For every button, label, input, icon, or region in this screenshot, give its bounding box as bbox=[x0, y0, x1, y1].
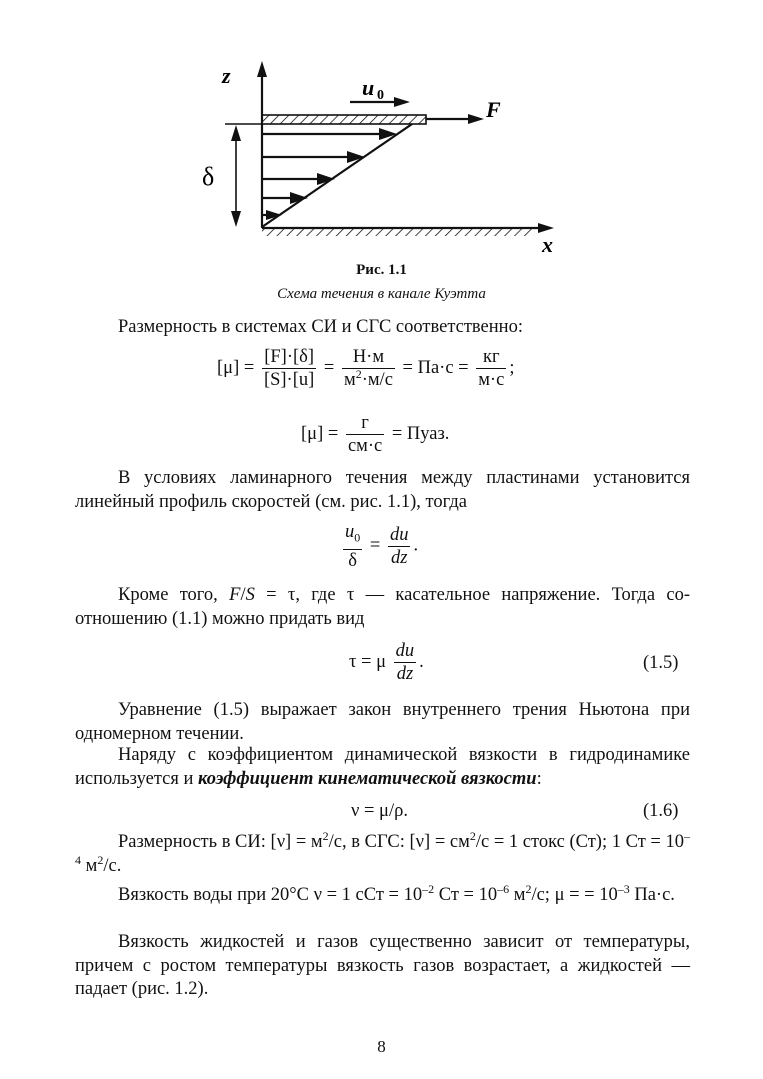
paragraph-water-viscosity: Вязкость воды при 20°С ν = 1 сСт = $10^{-2}$ Ст = $10^{-6}$ $м^2/с$; μ = = $10^{-3}$ Па·с. bbox=[118, 881, 675, 905]
velocity-profile-line bbox=[262, 124, 412, 227]
delta-label: δ bbox=[202, 162, 215, 191]
paragraph-dimensions: Размерность в системах СИ и СГС соответственно: bbox=[118, 317, 523, 337]
equation-velocity-gradient: $\frac{u_0}{\delta}$ = $\frac{du}{dz}$ . bbox=[345, 522, 419, 571]
u0-label: u bbox=[362, 75, 375, 100]
equation-mu-si: [μ] = $\frac{[F]\cdot[\delta]}{[S]\cdot[u]}$ = $\frac{Н\cdot м}{м^2\cdot м/с}$ = Па·с = $\frac{кг}{м\cdot с}$ ; bbox=[217, 347, 515, 390]
velocity-arrows bbox=[262, 128, 397, 220]
paragraph-kinematic-viscosity: Наряду с коэффициентом динамической вязкости в гидродинамике используется и коэффициент кинематической вязкости: bbox=[75, 745, 690, 789]
figure-caption-title: Рис. 1.1 bbox=[356, 262, 407, 278]
force-arrowhead bbox=[468, 114, 484, 124]
equation-mu-cgs: [μ] = $\frac{г}{см\cdot с}$ = Пуаз. bbox=[301, 413, 450, 456]
z-axis-arrowhead bbox=[257, 61, 267, 77]
bottom-wall-hatching bbox=[262, 229, 534, 236]
paragraph-laminar-flow: В условиях ламинарного течения между пластинами установится линейный профиль скоростей (см. рис. 1.1), тогда bbox=[75, 468, 690, 512]
equation-number-1-5: (1.5) bbox=[643, 653, 679, 673]
couette-flow-diagram bbox=[190, 55, 570, 260]
paragraph-shear-stress: Кроме того, F/S = τ, где τ — касательное напряжение. Тогда соотношению (1.1) можно придать вид bbox=[75, 585, 690, 629]
paragraph-newton-law: Уравнение (1.5) выражает закон внутреннего трения Ньютона при одномерном течении. bbox=[75, 700, 690, 744]
equation-newton-friction: τ = μ $\frac{du}{dz}$ . bbox=[349, 641, 424, 684]
page-number: 8 bbox=[377, 1037, 386, 1056]
u0-sub-label: 0 bbox=[377, 88, 384, 103]
paragraph-temperature: Вязкость жидкостей и газов существенно зависит от температуры, причем с ростом температуры вязкость газов возрастает, а жидкостей — падает (рис. 1.2). bbox=[75, 932, 690, 999]
f-label: F bbox=[486, 97, 501, 122]
equation-number-1-6: (1.6) bbox=[643, 801, 679, 821]
z-label: z bbox=[222, 63, 231, 88]
equation-nu: ν = μ/ρ. bbox=[351, 801, 408, 821]
x-label: x bbox=[542, 232, 553, 257]
figure-caption-text: Схема течения в канале Куэтта bbox=[277, 286, 486, 302]
paragraph-units: Размерность в СИ: $[\nu] = м^2/с$, в СГС: $[\nu] = см^2/с = 1$ стокс (Ст); 1 Ст = $10^{-4}$ $м^2/с$. bbox=[75, 828, 690, 876]
velocity-u0-arrowhead bbox=[394, 97, 410, 107]
moving-plate bbox=[262, 115, 426, 124]
